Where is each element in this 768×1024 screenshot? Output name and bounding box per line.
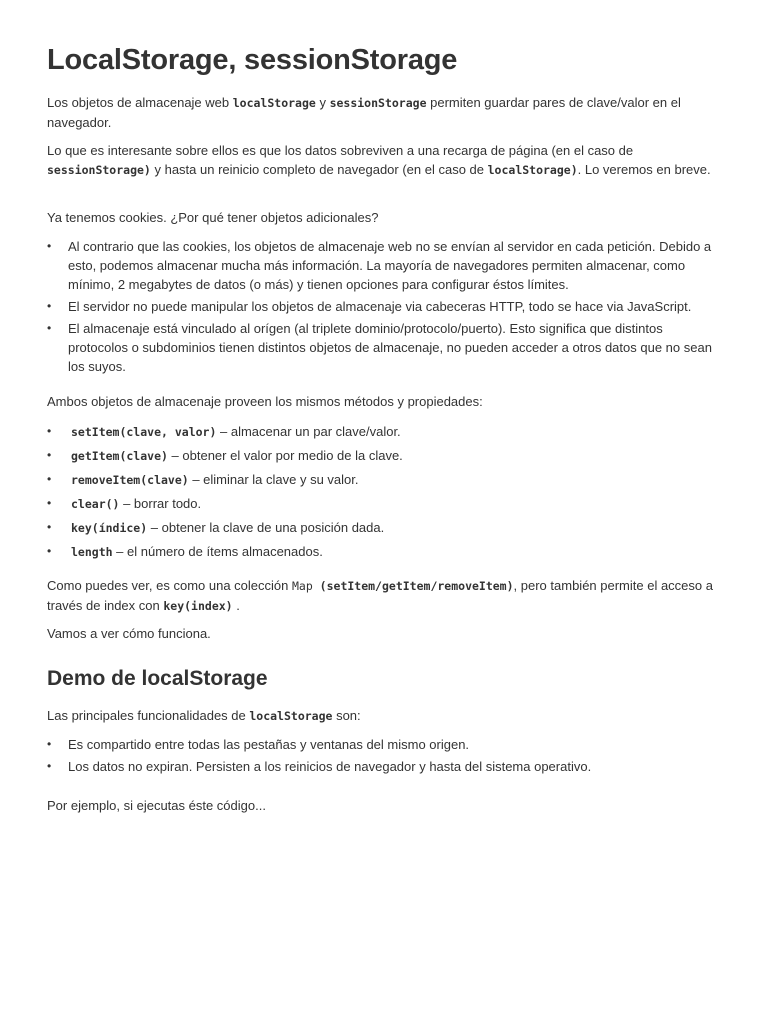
list-item xyxy=(47,470,723,490)
features-list xyxy=(47,735,723,776)
code-map: Map xyxy=(291,579,313,593)
method-description: – obtener el valor por medio de la clave. xyxy=(167,448,403,463)
bullet-icon: • xyxy=(47,321,52,335)
intro-text-3: permiten guardar pares de clave/valor en el navegador. xyxy=(47,95,681,130)
bullet-icon: • xyxy=(47,299,52,313)
page-title: LocalStorage, sessionStorage xyxy=(47,44,458,76)
section-heading: Demo de localStorage xyxy=(47,667,268,690)
code-localstorage: localStorage xyxy=(249,709,333,723)
map-text-1: Como puedes ver, es como una colección xyxy=(47,578,292,593)
list-item-text: Los datos no expiran. Persisten a los reinicios de navegador y hasta del sistema operativo. xyxy=(68,759,592,774)
bullet-icon: • xyxy=(47,239,52,253)
method-description: – almacenar un par clave/valor. xyxy=(216,424,401,439)
method-description: – el número de ítems almacenados. xyxy=(112,544,323,559)
code-map-methods: (setItem/getItem/removeItem) xyxy=(312,579,514,593)
methods-intro: Ambos objetos de almacenaje proveen los mismos métodos y propiedades: xyxy=(47,394,483,409)
code-sessionstorage: sessionStorage xyxy=(329,96,427,110)
list-item-text: El almacenaje está vinculado al orígen (al triplete dominio/protocolo/puerto). Esto significa que distintos protocolos o subdominios tienen distintos objetos de almacenaje, no pueden acceder a otros datos que no sean los suyos. xyxy=(68,321,712,374)
list-item xyxy=(47,542,723,562)
bullet-icon: • xyxy=(47,472,52,486)
demo-intro-text-2: son: xyxy=(332,708,361,723)
persist-text-2: y hasta un reinicio completo de navegador (en el caso de xyxy=(150,162,488,177)
reasons-list xyxy=(47,237,723,376)
list-item xyxy=(47,319,723,376)
method-code: key(índice) xyxy=(71,521,148,535)
list-item xyxy=(47,297,723,316)
example-paragraph: Por ejemplo, si ejecutas éste código... xyxy=(47,798,266,813)
method-code: getItem(clave) xyxy=(71,449,168,463)
intro-text-1: Los objetos de almacenaje web xyxy=(47,95,233,110)
code-key-index: key(index) xyxy=(163,599,233,613)
bullet-icon: • xyxy=(47,496,52,510)
list-item xyxy=(47,422,723,442)
code-localstorage: localStorage xyxy=(232,96,316,110)
persist-text-1: Lo que es interesante sobre ellos es que los datos sobreviven a una recarga de página (en el caso de xyxy=(47,143,634,158)
bullet-icon: • xyxy=(47,448,52,462)
list-item xyxy=(47,237,723,294)
demo-intro-text-1: Las principales funcionalidades de xyxy=(47,708,250,723)
demo-intro-paragraph xyxy=(47,706,723,726)
list-item-text: Es compartido entre todas las pestañas y ventanas del mismo origen. xyxy=(68,737,470,752)
bullet-icon: • xyxy=(47,424,52,438)
method-code: length xyxy=(71,545,113,559)
method-description: – obtener la clave de una posición dada. xyxy=(147,520,385,535)
list-item xyxy=(47,518,723,538)
list-item-text: El servidor no puede manipular los objetos de almacenaje via cabeceras HTTP, todo se hace via JavaScript. xyxy=(68,299,692,314)
list-item xyxy=(47,735,723,754)
method-code: clear() xyxy=(71,497,120,511)
intro-paragraph xyxy=(47,93,723,132)
bullet-icon: • xyxy=(47,544,52,558)
list-item xyxy=(47,757,723,776)
persist-paragraph xyxy=(47,141,719,180)
intro-text-2: y xyxy=(315,95,330,110)
method-description: – borrar todo. xyxy=(119,496,202,511)
map-text-2: , pero también permite el acceso a través de index con xyxy=(47,578,713,613)
method-code: removeItem(clave) xyxy=(71,473,189,487)
map-text-3: . xyxy=(232,598,240,613)
bullet-icon: • xyxy=(47,520,52,534)
method-code: setItem(clave, valor) xyxy=(71,425,217,439)
map-paragraph xyxy=(47,576,715,616)
list-item-text: Al contrario que las cookies, los objetos de almacenaje web no se envían al servidor en cada petición. Debido a esto, podemos almacenar mucha más información. La mayoría de navegadores permiten almacenar, como mínimo, 2 megabytes de datos (o más) y tienen opciones para configurar éstos límites. xyxy=(68,239,712,292)
bullet-icon: • xyxy=(47,759,52,773)
method-description: – eliminar la clave y su valor. xyxy=(188,472,359,487)
bullet-icon: • xyxy=(47,737,52,751)
code-localstorage: localStorage) xyxy=(487,163,578,177)
persist-text-3: . Lo veremos en breve. xyxy=(577,162,711,177)
list-item xyxy=(47,446,723,466)
list-item xyxy=(47,494,723,514)
lets-see-paragraph: Vamos a ver cómo funciona. xyxy=(47,626,211,641)
question-paragraph: Ya tenemos cookies. ¿Por qué tener objetos adicionales? xyxy=(47,210,379,225)
code-sessionstorage: sessionStorage) xyxy=(47,163,151,177)
methods-list xyxy=(47,422,723,562)
